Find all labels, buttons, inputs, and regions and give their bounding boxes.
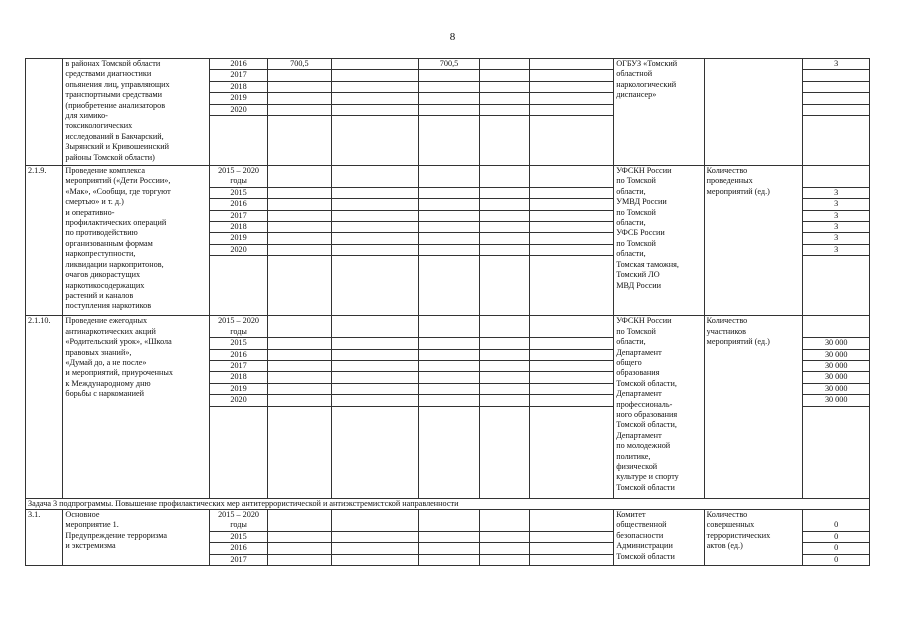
value-cell: 0 (803, 531, 870, 542)
year-cell: 2015 – 2020 годы (209, 166, 267, 188)
year-cell: 2015 – 2020 годы (209, 509, 267, 531)
year-cell: 2017 (209, 210, 267, 221)
table-row (26, 509, 870, 531)
year-cell: 2015 (209, 531, 267, 542)
value-cell: 0 (803, 554, 870, 565)
indicator-cell (704, 59, 803, 166)
value-cell (803, 93, 870, 104)
year-cell: 2020 (209, 104, 267, 115)
responsible-cell: УФСКН России по Томской области, УМВД России по Томской области, УФСБ России по Томской области, Томская таможня, Томский ЛО МВД России (614, 166, 704, 316)
value-cell: 3 (803, 187, 870, 198)
responsible-cell: УФСКН России по Томской области, Департамент общего образования Томской области, Департамент профессиональ- ного образования Томской области, Департамент по молодежной политике, физической культуре и спорту Томской области (614, 316, 704, 498)
value-cell: 30 000 (803, 338, 870, 349)
value-cell: 30 000 (803, 395, 870, 406)
total-cell: 700,5 (268, 59, 331, 70)
year-cell: 2018 (209, 372, 267, 383)
responsible-cell: Комитет общественной безопасности Администрации Томской области (614, 509, 704, 565)
value-cell: 3 (803, 244, 870, 255)
year-cell: 2015 (209, 187, 267, 198)
indicator-cell: Количество участников мероприятий (ед.) (704, 316, 803, 498)
row-number: 2.1.9. (26, 166, 63, 316)
value-cell (803, 70, 870, 81)
year-cell: 2017 (209, 360, 267, 371)
task-heading: Задача 3 подпрограммы. Повышение профилактических мер антитеррористической и антиэкстремистской направленности (26, 498, 870, 509)
measure-name: Проведение ежегодных антинаркотических акций «Родительский урок», «Школа правовых знаний», «Думай до, а не после» и мероприятий, приуроченных к Международному дню борьбы с наркоманией (63, 316, 210, 498)
year-cell: 2015 – 2020 годы (209, 316, 267, 338)
value-cell: 3 (803, 210, 870, 221)
measure-name: Проведение комплекса мероприятий («Дети России», «Мак», «Сообщи, где торгуют смертью» и т. д.) и оперативно- профилактических операций по противодействию организованным формам наркопреступности, ликвидации наркопритонов, очагов дикорастущих наркотикосодержащих растений и каналов поступления наркотиков (63, 166, 210, 316)
table-row (26, 498, 870, 509)
year-cell: 2020 (209, 244, 267, 255)
value-cell: 0 (803, 543, 870, 554)
value-cell (803, 166, 870, 188)
value-cell: 0 (803, 509, 870, 531)
year-cell: 2016 (209, 543, 267, 554)
measure-name: Основное мероприятие 1. Предупреждение терроризма и экстремизма (63, 509, 210, 565)
value-cell (803, 81, 870, 92)
year-cell: 2016 (209, 349, 267, 360)
table-row (26, 166, 870, 188)
year-cell: 2018 (209, 81, 267, 92)
value-cell (803, 104, 870, 115)
row-number-cell (26, 59, 63, 166)
year-cell: 2019 (209, 383, 267, 394)
value-cell: 30 000 (803, 372, 870, 383)
indicator-cell: Количество совершенных террористических актов (ед.) (704, 509, 803, 565)
program-table (25, 58, 870, 566)
year-cell: 2018 (209, 222, 267, 233)
year-cell: 2017 (209, 554, 267, 565)
budget-cell: 700,5 (418, 59, 479, 70)
year-cell: 2016 (209, 199, 267, 210)
responsible-cell: ОГБУЗ «Томский областной наркологический диспансер» (614, 59, 704, 166)
year-cell: 2017 (209, 70, 267, 81)
value-cell: 30 000 (803, 349, 870, 360)
value-cell: 30 000 (803, 383, 870, 394)
table-row (26, 316, 870, 338)
row-number: 3.1. (26, 509, 63, 565)
value-cell: 3 (803, 59, 870, 70)
row-number: 2.1.10. (26, 316, 63, 498)
year-cell: 2019 (209, 233, 267, 244)
value-cell (803, 316, 870, 338)
value-cell: 3 (803, 233, 870, 244)
table-row (26, 59, 870, 70)
page-number: 8 (449, 31, 456, 43)
year-cell: 2020 (209, 395, 267, 406)
value-cell: 30 000 (803, 360, 870, 371)
year-cell: 2015 (209, 338, 267, 349)
year-cell: 2019 (209, 93, 267, 104)
value-cell: 3 (803, 199, 870, 210)
measure-name: в районах Томской области средствами диагностики опьянения лиц, управляющих транспортными средствами (приобретение анализаторов для химико- токсикологических исследований в Бакчарский, Зырянский и Кривошеинский районы Томской области) (63, 59, 210, 166)
indicator-cell: Количество проведенных мероприятий (ед.) (704, 166, 803, 316)
value-cell: 3 (803, 222, 870, 233)
year-cell: 2016 (209, 59, 267, 70)
